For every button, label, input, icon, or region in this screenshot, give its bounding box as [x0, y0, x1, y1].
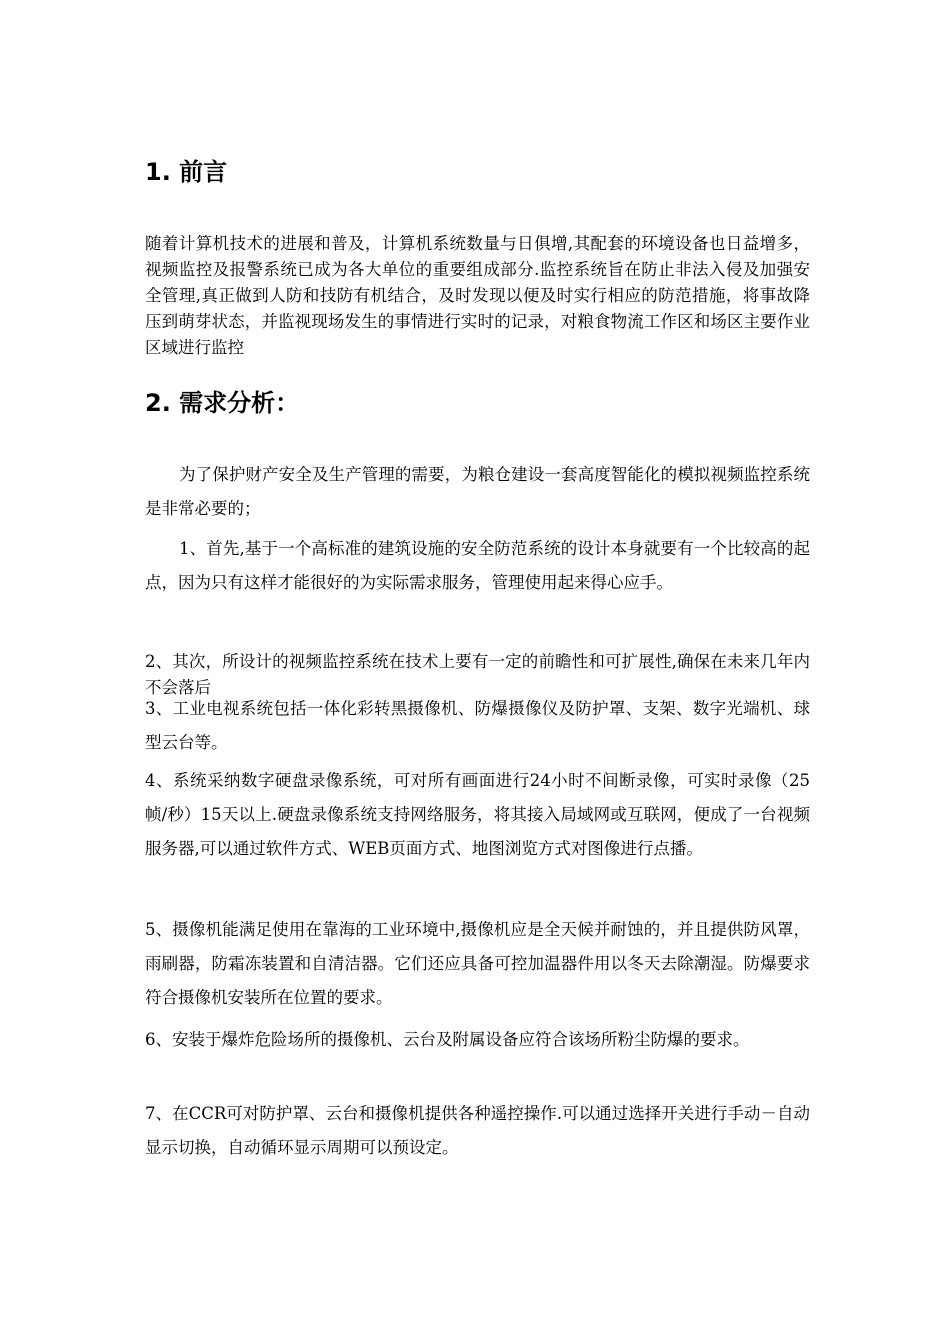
requirement-item-4: 4、系统采纳数字硬盘录像系统，可对所有画面进行24小时不间断录像，可实时录像（25帧/秒）15天以上.硬盘录像系统支持网络服务，将其接入局域网或互联网，便成了一台视频服务器,可以通过软件方式、WEB页面方式、地图浏览方式对图像进行点播。 — [145, 771, 810, 858]
requirement-item-5: 5、摄像机能满足使用在靠海的工业环境中,摄像机应是全天候并耐蚀的，并且提供防风罩，雨刷器，防霜冻装置和自清洁器。它们还应具备可控加温器件用以冬天去除潮湿。防爆要求符合摄像机安装所在位置的要求。 — [145, 920, 810, 1007]
section-heading-requirements: 2. 需求分析： — [145, 389, 300, 417]
requirement-item-1: 1、首先,基于一个高标准的建筑设施的安全防范系统的设计本身就要有一个比较高的起点，因为只有这样才能很好的为实际需求服务，管理使用起来得心应手。 — [145, 539, 810, 592]
requirement-item-6: 6、安装于爆炸危险场所的摄像机、云台及附属设备应符合该场所粉尘防爆的要求。 — [145, 1030, 750, 1049]
requirement-item-2: 2、其次，所设计的视频监控系统在技术上要有一定的前瞻性和可扩展性,确保在未来几年内不会落后 — [145, 652, 810, 697]
requirements-intro-paragraph: 为了保护财产安全及生产管理的需要，为粮仓建设一套高度智能化的模拟视频监控系统是非常必要的； — [145, 465, 810, 518]
section-heading-preface: 1. 前言 — [145, 158, 228, 186]
requirement-item-3: 3、工业电视系统包括一体化彩转黑摄像机、防爆摄像仪及防护罩、支架、数字光端机、球型云台等。 — [145, 699, 810, 752]
preface-paragraph: 随着计算机技术的进展和普及，计算机系统数量与日俱增,其配套的环境设备也日益增多，视频监控及报警系统已成为各大单位的重要组成部分.监控系统旨在防止非法入侵及加强安全管理,真正做到人防和技防有机结合，及时发现以便及时实行相应的防范措施，将事故降压到萌芽状态，并监视现场发生的事情进行实时的记录，对粮食物流工作区和场区主要作业区域进行监控 — [145, 234, 810, 357]
requirement-item-7: 7、在CCR可对防护罩、云台和摄像机提供各种遥控操作.可以通过选择开关进行手动－自动显示切换，自动循环显示周期可以预设定。 — [145, 1104, 810, 1157]
